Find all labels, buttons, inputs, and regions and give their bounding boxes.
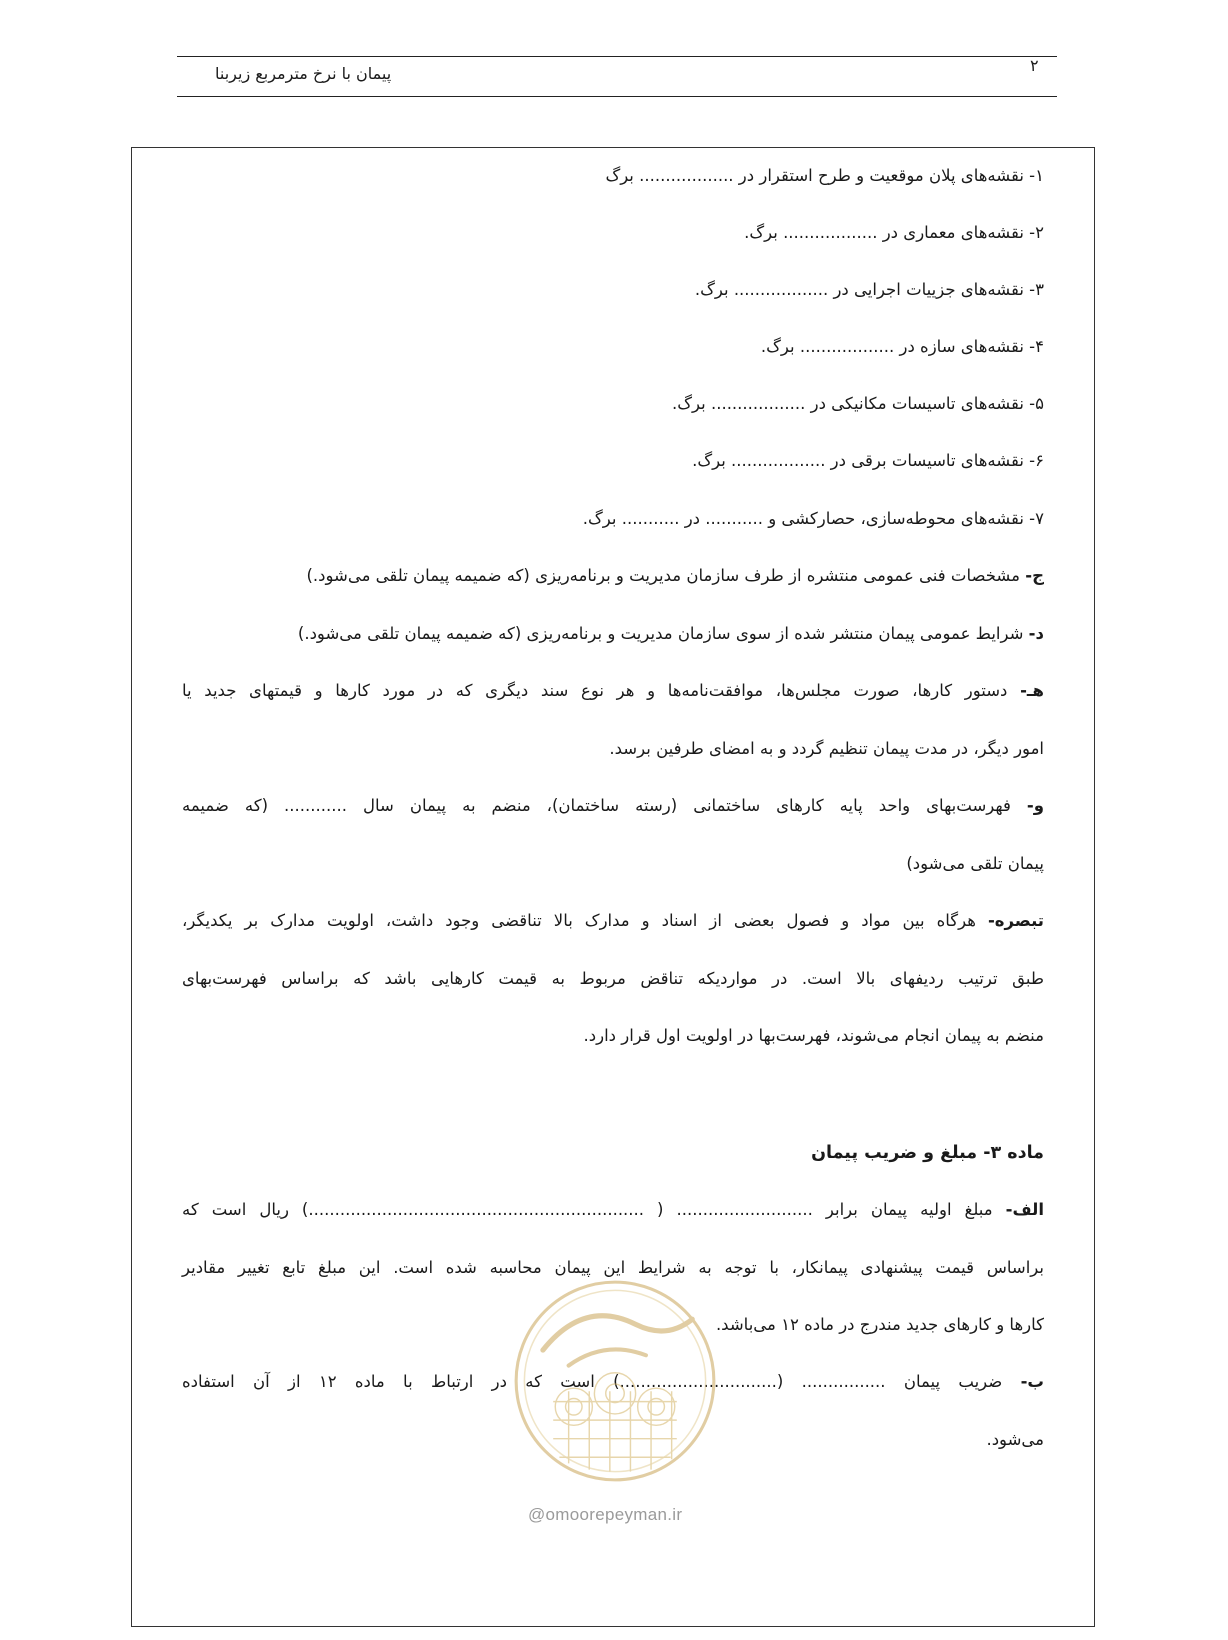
article-3-alef-continued: براساس قیمت پیشنهادی پیمانکار، با توجه به شرایط این پیمان محاسبه شده است. این مبلغ تابع تغییر مقادیر	[182, 1258, 1044, 1277]
clause-dal	[298, 622, 1044, 646]
clause-label: هـ-	[1020, 681, 1044, 700]
list-item: ۵- نقشه‌های تاسیسات مکانیکی در .................. برگ.	[672, 394, 1044, 413]
note-paragraph	[182, 909, 1044, 933]
article-3-alef	[182, 1198, 1044, 1222]
note-label: تبصره-	[987, 911, 1044, 930]
article-3-be-continued: می‌شود.	[986, 1430, 1044, 1449]
header-top-rule	[177, 56, 1057, 57]
clause-text: مبلغ اولیه پیمان برابر .......................... ( ................................................................) ریال است که	[182, 1200, 1006, 1219]
clause-label: الف-	[1005, 1200, 1044, 1219]
note-text: هرگاه بین مواد و فصول بعضی از اسناد و مدارک بالا تناقضی وجود داشت، اولویت مدارک بر یکدیگر،	[182, 911, 988, 930]
clause-label: د-	[1028, 624, 1044, 643]
clause-text: دستور کارها، صورت مجلس‌ها، موافقت‌نامه‌ها و هر نوع سند دیگری که در مورد کارها و قیمتهای جدید یا	[182, 681, 1021, 700]
clause-he-continued: امور دیگر، در مدت پیمان تنظیم گردد و به امضای طرفین برسد.	[609, 739, 1044, 758]
page-number: ۲	[1030, 56, 1039, 75]
header-title: پیمان با نرخ مترمربع زیربنا	[215, 64, 392, 83]
clause-he	[182, 679, 1044, 703]
list-item: ۳- نقشه‌های جزییات اجرایی در .................. برگ.	[694, 280, 1044, 299]
article-3-alef-continued: کارها و کارهای جدید مندرج در ماده ۱۲ می‌باشد.	[715, 1315, 1044, 1334]
header-bottom-rule	[177, 96, 1057, 97]
list-item: ۴- نقشه‌های سازه در .................. برگ.	[760, 337, 1044, 356]
list-item: ۲- نقشه‌های معماری در .................. برگ.	[744, 223, 1044, 242]
clause-vav	[182, 794, 1044, 818]
clause-label: ج-	[1025, 566, 1044, 585]
note-continued: طبق ترتیب ردیفهای بالا است. در مواردیکه تناقض مربوط به قیمت کارهایی باشد که براساس فهرست‌بهای	[182, 969, 1044, 988]
list-item: ۷- نقشه‌های محوطه‌سازی، حصارکشی و ........... در ........... برگ.	[582, 509, 1044, 528]
list-item: ۱- نقشه‌های پلان موقعیت و طرح استقرار در .................. برگ	[605, 166, 1044, 185]
clause-text: شرایط عمومی پیمان منتشر شده از سوی سازمان مدیریت و برنامه‌ریزی (که ضمیمه پیمان تلقی می‌شود.)	[297, 624, 1029, 643]
article-3-heading: ماده ۳- مبلغ و ضریب پیمان	[811, 1143, 1044, 1163]
list-item: ۶- نقشه‌های تاسیسات برقی در .................. برگ.	[692, 451, 1044, 470]
clause-label: ب-	[1020, 1372, 1045, 1391]
clause-jim	[306, 564, 1044, 588]
clause-text: مشخصات فنی عمومی منتشره از طرف سازمان مدیریت و برنامه‌ریزی (که ضمیمه پیمان تلقی می‌شود.)	[306, 566, 1026, 585]
clause-text: ضریب پیمان ................ (..............................) است که در ارتباط با ماده ۱۲ از آن استفاده	[182, 1372, 1021, 1391]
clause-vav-continued: پیمان تلقی می‌شود)	[906, 854, 1044, 873]
note-continued: منضم به پیمان انجام می‌شوند، فهرست‌بها در اولویت اول قرار دارد.	[583, 1026, 1044, 1045]
clause-text: فهرست‌بهای واحد پایه کارهای ساختمانی (رسته ساختمان)، منضم به پیمان سال ............ (که ضمیمه	[182, 796, 1027, 815]
watermark-stamp-icon	[512, 1278, 718, 1484]
watermark-website: @omoorepeyman.ir	[528, 1505, 683, 1524]
clause-label: و-	[1026, 796, 1044, 815]
